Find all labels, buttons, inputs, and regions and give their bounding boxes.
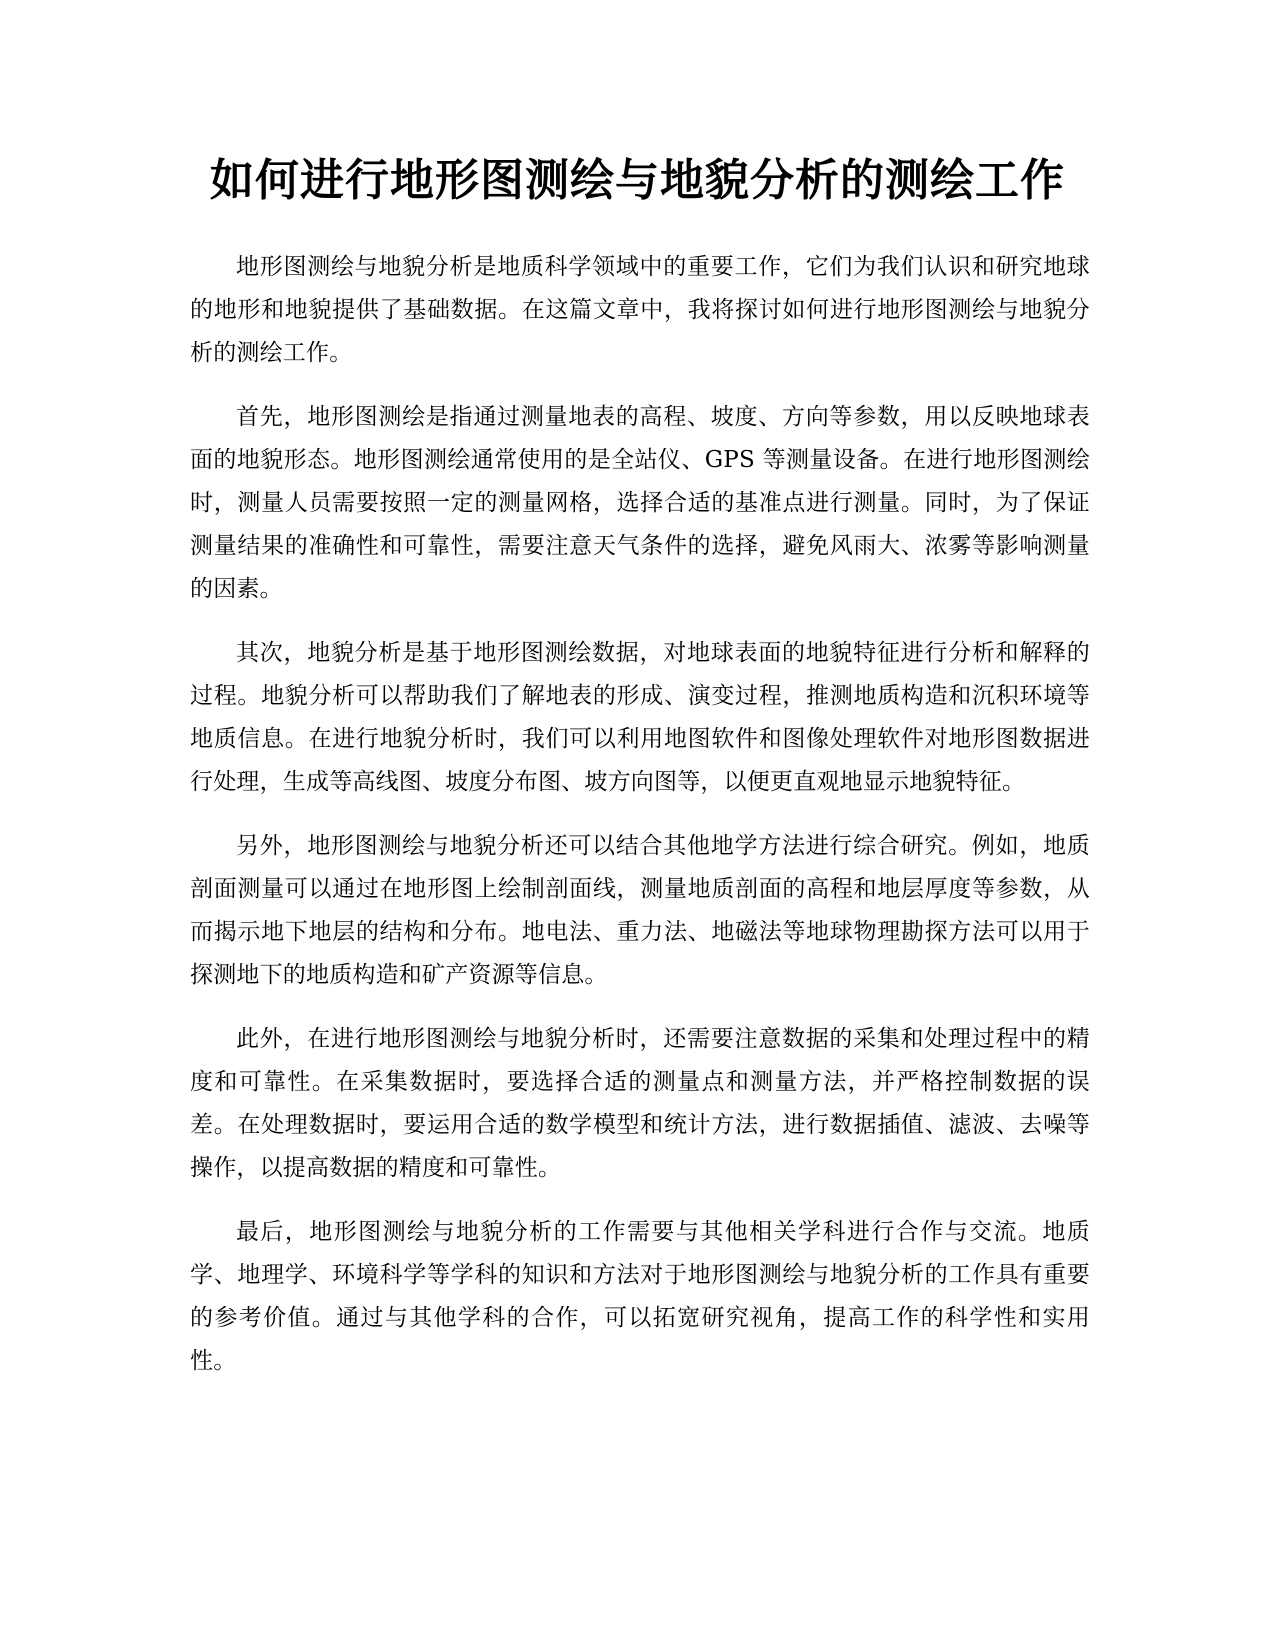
document-body <box>190 246 1090 1404</box>
paragraph-data-accuracy: 此外，在进行地形图测绘与地貌分析时，还需要注意数据的采集和处理过程中的精度和可靠性。在采集数据时，要选择合适的测量点和测量方法，并严格控制数据的误差。在处理数据时，要运用合适的数学模型和统计方法，进行数据插值、滤波、去噪等操作，以提高数据的精度和可靠性。 <box>190 1026 1090 1181</box>
paragraph-landform-analysis: 其次，地貌分析是基于地形图测绘数据，对地球表面的地貌特征进行分析和解释的过程。地貌分析可以帮助我们了解地表的形成、演变过程，推测地质构造和沉积环境等地质信息。在进行地貌分析时，我们可以利用地图软件和图像处理软件对地形图数据进行处理，生成等高线图、坡度分布图、坡方向图等，以便更直观地显示地貌特征。 <box>190 640 1090 795</box>
document-title: 如何进行地形图测绘与地貌分析的测绘工作 <box>210 155 1065 206</box>
paragraph-surveying: 首先，地形图测绘是指通过测量地表的高程、坡度、方向等参数，用以反映地球表面的地貌形态。地形图测绘通常使用的是全站仪、GPS 等测量设备。在进行地形图测绘时，测量人员需要按照一定的测量网格，选择合适的基准点进行测量。同时，为了保证测量结果的准确性和可靠性，需要注意天气条件的选择，避免风雨大、浓雾等影响测量的因素。 <box>190 404 1090 602</box>
paragraph-intro: 地形图测绘与地貌分析是地质科学领域中的重要工作，它们为我们认识和研究地球的地形和地貌提供了基础数据。在这篇文章中，我将探讨如何进行地形图测绘与地貌分析的测绘工作。 <box>190 254 1090 366</box>
paragraph-cooperation: 最后，地形图测绘与地貌分析的工作需要与其他相关学科进行合作与交流。地质学、地理学、环境科学等学科的知识和方法对于地形图测绘与地貌分析的工作具有重要的参考价值。通过与其他学科的合作，可以拓宽研究视角，提高工作的科学性和实用性。 <box>190 1219 1090 1374</box>
paragraph-integrated-methods: 另外，地形图测绘与地貌分析还可以结合其他地学方法进行综合研究。例如，地质剖面测量可以通过在地形图上绘制剖面线，测量地质剖面的高程和地层厚度等参数，从而揭示地下地层的结构和分布。地电法、重力法、地磁法等地球物理勘探方法可以用于探测地下的地质构造和矿产资源等信息。 <box>190 833 1090 988</box>
